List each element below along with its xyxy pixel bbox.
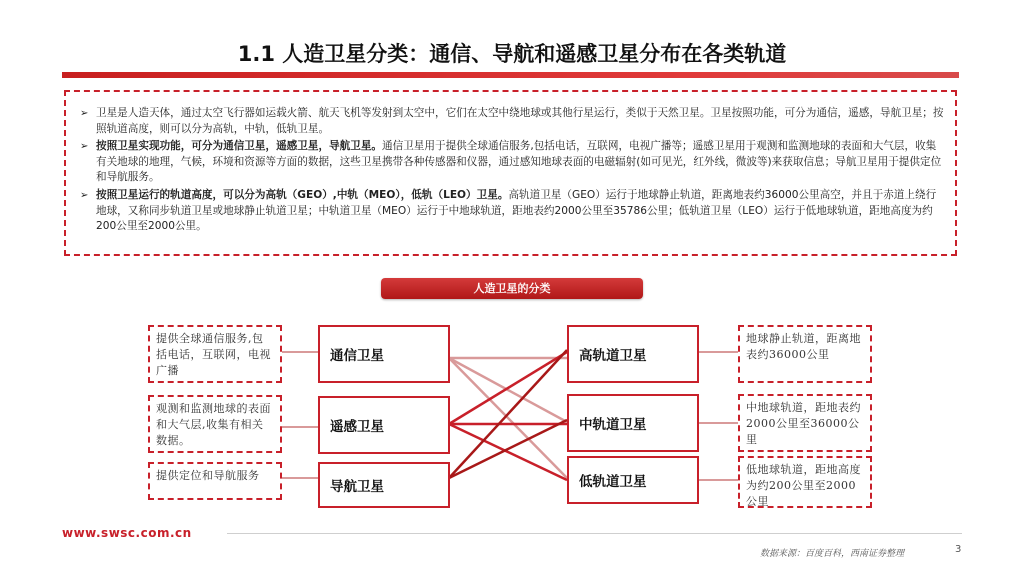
bullet-text: 高轨道卫星（GEO）运行于地球静止轨道，距离地表约36000公里高空，并且于赤道上绕行地球，又称同步轨道卫星或地球静止轨道卫星；中轨道卫星（MEO）运行于中地球轨道，距地表约2000公里至35786公里；低轨道卫星（LEO）运行于低地球轨道，距地高度为约200公里至2000公里。 bbox=[96, 188, 937, 233]
footer-divider bbox=[227, 533, 962, 534]
desc-box-communication: 提供全球通信服务,包括电话，互联网，电视广播 bbox=[148, 325, 282, 383]
data-source-note: 数据来源：百度百科，西南证券整理 bbox=[760, 549, 905, 559]
arrow-bullet-icon: ➢ bbox=[80, 108, 89, 119]
connector-line bbox=[449, 420, 567, 478]
arrow-bullet-icon: ➢ bbox=[80, 141, 89, 153]
page-title: 1.1 人造卫星分类：通信、导航和遥感卫星分布在各类轨道 bbox=[237, 42, 787, 66]
bullet-bold-text: 按照卫星运行的轨道高度，可以分为高轨（GEO）,中轨（MEO），低轨（LEO）卫星。 bbox=[96, 188, 509, 201]
arrow-bullet-icon: ➢ bbox=[80, 189, 89, 201]
desc-box-meo: 中地球轨道，距地表约2000公里至36000公里 bbox=[738, 394, 872, 452]
bullet-text: 通信卫星用于提供全球通信服务,包括电话，互联网，电视广播等；遥感卫星用于观测和监测地球的表面和大气层，收集有关地球的地理，气候，环境和资源等方面的数据，这些卫星携带各种传感器和仪器，通过感知地球表面的电磁辐射(如可见光，红外线，微波等)来获取信息；导航卫星用于提供定位和导航服务。 bbox=[96, 140, 942, 184]
connector-line bbox=[449, 424, 567, 480]
category-meo-satellite: 中轨道卫星 bbox=[567, 394, 699, 452]
category-remote-sensing-satellite: 遥感卫星 bbox=[318, 396, 450, 454]
desc-box-geo: 地球静止轨道，距离地表约36000公里 bbox=[738, 325, 872, 383]
bullet-bold-text: 按照卫星实现功能，可分为通信卫星，遥感卫星，导航卫星。 bbox=[96, 140, 383, 153]
diagram-title-badge: 人造卫星的分类 bbox=[381, 278, 643, 299]
desc-box-remote-sensing: 观测和监测地球的表面和大气层,收集有相关数据。 bbox=[148, 395, 282, 453]
category-geo-satellite: 高轨道卫星 bbox=[567, 325, 699, 383]
category-leo-satellite: 低轨道卫星 bbox=[567, 456, 699, 504]
page-number: 3 bbox=[955, 544, 962, 555]
footer-website: www.swsc.com.cn bbox=[62, 526, 192, 540]
category-communication-satellite: 通信卫星 bbox=[318, 325, 450, 383]
bullet-text: 卫星是人造天体，通过太空飞行器如运载火箭、航天飞机等发射到太空中，它们在太空中绕地球或其他行星运行，类似于天然卫星。卫星按照功能，可分为通信，遥感，导航卫星；按照轨道高度，则可以分为高轨，中轨，低轨卫星。 bbox=[96, 107, 944, 135]
desc-box-leo: 低地球轨道，距地高度为约200公里至2000公里 bbox=[738, 456, 872, 508]
category-navigation-satellite: 导航卫星 bbox=[318, 462, 450, 508]
desc-box-navigation: 提供定位和导航服务 bbox=[148, 462, 282, 500]
